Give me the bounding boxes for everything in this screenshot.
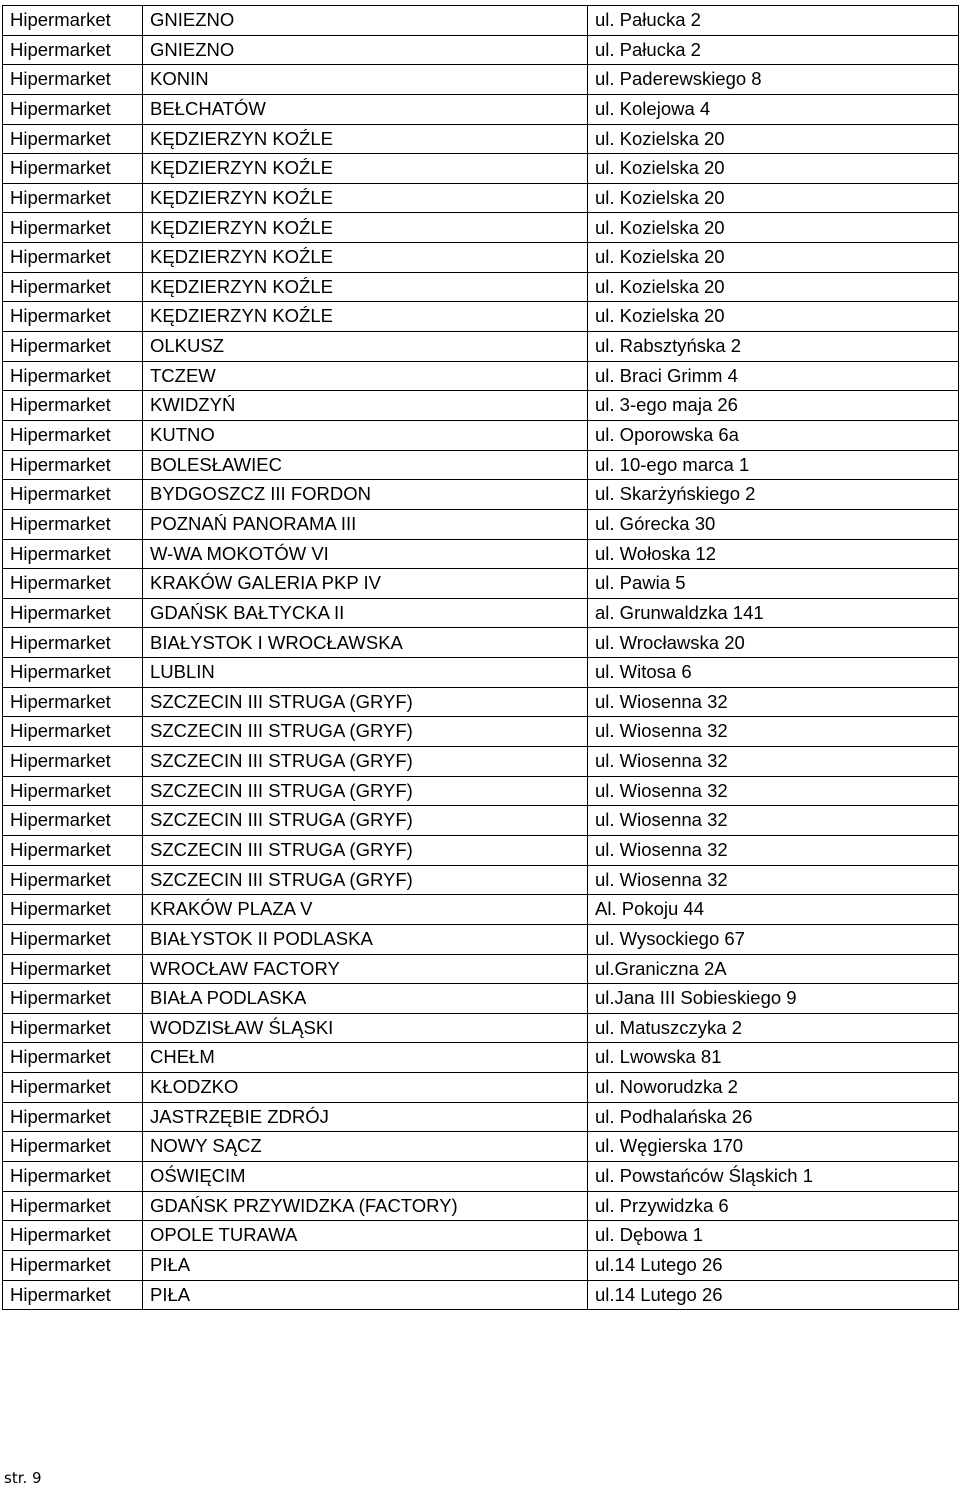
store-address-cell: ul. Podhalańska 26 (588, 1102, 959, 1132)
store-type-cell: Hipermarket (3, 1250, 143, 1280)
store-type-cell: Hipermarket (3, 35, 143, 65)
store-address-cell: ul. Wiosenna 32 (588, 717, 959, 747)
store-address-cell: ul. Kozielska 20 (588, 302, 959, 332)
table-row (3, 213, 959, 243)
store-type-cell: Hipermarket (3, 835, 143, 865)
store-type-cell: Hipermarket (3, 658, 143, 688)
table-row (3, 1221, 959, 1251)
store-type-cell: Hipermarket (3, 1132, 143, 1162)
store-address-cell: ul. Węgierska 170 (588, 1132, 959, 1162)
store-address-cell: ul.Graniczna 2A (588, 954, 959, 984)
store-type-cell: Hipermarket (3, 480, 143, 510)
store-address-cell: Al. Pokoju 44 (588, 895, 959, 925)
table-body (3, 6, 959, 1310)
store-location-cell: KĘDZIERZYN KOŹLE (143, 243, 588, 273)
store-location-cell: PIŁA (143, 1250, 588, 1280)
store-location-cell: SZCZECIN III STRUGA (GRYF) (143, 747, 588, 777)
store-address-cell: ul. Kozielska 20 (588, 272, 959, 302)
table-row (3, 450, 959, 480)
store-location-cell: W-WA MOKOTÓW VI (143, 539, 588, 569)
store-location-cell: KRAKÓW GALERIA PKP IV (143, 569, 588, 599)
table-row (3, 361, 959, 391)
store-table (2, 5, 959, 1310)
store-location-cell: KĘDZIERZYN KOŹLE (143, 272, 588, 302)
store-type-cell: Hipermarket (3, 391, 143, 421)
store-address-cell: ul. Kozielska 20 (588, 183, 959, 213)
store-location-cell: KĘDZIERZYN KOŹLE (143, 302, 588, 332)
store-type-cell: Hipermarket (3, 539, 143, 569)
store-location-cell: CHEŁM (143, 1043, 588, 1073)
table-row (3, 954, 959, 984)
store-type-cell: Hipermarket (3, 65, 143, 95)
store-type-cell: Hipermarket (3, 865, 143, 895)
table-row (3, 65, 959, 95)
store-location-cell: GDAŃSK PRZYWIDZKA (FACTORY) (143, 1191, 588, 1221)
store-type-cell: Hipermarket (3, 954, 143, 984)
table-row (3, 480, 959, 510)
table-row (3, 1161, 959, 1191)
store-address-cell: ul. Braci Grimm 4 (588, 361, 959, 391)
table-row (3, 124, 959, 154)
store-type-cell: Hipermarket (3, 598, 143, 628)
table-row (3, 1013, 959, 1043)
store-location-cell: BIAŁYSTOK II PODLASKA (143, 924, 588, 954)
store-location-cell: LUBLIN (143, 658, 588, 688)
table-row (3, 1132, 959, 1162)
table-row (3, 806, 959, 836)
store-address-cell: ul. Noworudzka 2 (588, 1073, 959, 1103)
store-type-cell: Hipermarket (3, 420, 143, 450)
table-row (3, 569, 959, 599)
store-location-cell: WROCŁAW FACTORY (143, 954, 588, 984)
table-row (3, 509, 959, 539)
store-location-cell: PIŁA (143, 1280, 588, 1310)
store-location-cell: SZCZECIN III STRUGA (GRYF) (143, 687, 588, 717)
table-row (3, 302, 959, 332)
table-row (3, 924, 959, 954)
store-type-cell: Hipermarket (3, 124, 143, 154)
store-location-cell: OŚWIĘCIM (143, 1161, 588, 1191)
store-address-cell: ul. Pawia 5 (588, 569, 959, 599)
table-row (3, 6, 959, 36)
store-location-cell: KŁODZKO (143, 1073, 588, 1103)
store-location-cell: OPOLE TURAWA (143, 1221, 588, 1251)
table-row (3, 420, 959, 450)
table-row (3, 94, 959, 124)
store-address-cell: ul. Lwowska 81 (588, 1043, 959, 1073)
page-number: str. 9 (4, 1469, 42, 1487)
store-address-cell: al. Grunwaldzka 141 (588, 598, 959, 628)
store-type-cell: Hipermarket (3, 154, 143, 184)
store-location-cell: KĘDZIERZYN KOŹLE (143, 183, 588, 213)
store-type-cell: Hipermarket (3, 213, 143, 243)
store-address-cell: ul. Witosa 6 (588, 658, 959, 688)
store-address-cell: ul. Pałucka 2 (588, 35, 959, 65)
table-row (3, 776, 959, 806)
store-type-cell: Hipermarket (3, 924, 143, 954)
store-address-cell: ul. Kozielska 20 (588, 213, 959, 243)
store-address-cell: ul.14 Lutego 26 (588, 1280, 959, 1310)
store-type-cell: Hipermarket (3, 1073, 143, 1103)
table-row (3, 1043, 959, 1073)
table-row (3, 598, 959, 628)
store-type-cell: Hipermarket (3, 628, 143, 658)
store-type-cell: Hipermarket (3, 302, 143, 332)
store-type-cell: Hipermarket (3, 1191, 143, 1221)
store-address-cell: ul. Górecka 30 (588, 509, 959, 539)
table-row (3, 628, 959, 658)
store-address-cell: ul. Wysockiego 67 (588, 924, 959, 954)
table-row (3, 1102, 959, 1132)
store-location-cell: WODZISŁAW ŚLĄSKI (143, 1013, 588, 1043)
store-location-cell: BIAŁA PODLASKA (143, 984, 588, 1014)
store-address-cell: ul. Kolejowa 4 (588, 94, 959, 124)
store-address-cell: ul. Wiosenna 32 (588, 835, 959, 865)
store-location-cell: NOWY SĄCZ (143, 1132, 588, 1162)
store-address-cell: ul. Matuszczyka 2 (588, 1013, 959, 1043)
table-row (3, 391, 959, 421)
store-type-cell: Hipermarket (3, 94, 143, 124)
store-location-cell: BIAŁYSTOK I WROCŁAWSKA (143, 628, 588, 658)
table-row (3, 1280, 959, 1310)
store-location-cell: JASTRZĘBIE ZDRÓJ (143, 1102, 588, 1132)
store-type-cell: Hipermarket (3, 272, 143, 302)
store-type-cell: Hipermarket (3, 450, 143, 480)
store-type-cell: Hipermarket (3, 1280, 143, 1310)
store-type-cell: Hipermarket (3, 183, 143, 213)
store-type-cell: Hipermarket (3, 361, 143, 391)
store-location-cell: SZCZECIN III STRUGA (GRYF) (143, 717, 588, 747)
store-address-cell: ul. Powstańców Śląskich 1 (588, 1161, 959, 1191)
store-location-cell: KWIDZYŃ (143, 391, 588, 421)
store-address-cell: ul. Wołoska 12 (588, 539, 959, 569)
table-row (3, 1073, 959, 1103)
store-location-cell: KUTNO (143, 420, 588, 450)
store-location-cell: KĘDZIERZYN KOŹLE (143, 213, 588, 243)
store-type-cell: Hipermarket (3, 509, 143, 539)
store-address-cell: ul. Rabsztyńska 2 (588, 332, 959, 362)
table-row (3, 717, 959, 747)
store-address-cell: ul. Wiosenna 32 (588, 865, 959, 895)
store-location-cell: KRAKÓW PLAZA V (143, 895, 588, 925)
store-address-cell: ul.14 Lutego 26 (588, 1250, 959, 1280)
table-row (3, 835, 959, 865)
store-location-cell: SZCZECIN III STRUGA (GRYF) (143, 806, 588, 836)
store-address-cell: ul. Kozielska 20 (588, 243, 959, 273)
store-location-cell: BOLESŁAWIEC (143, 450, 588, 480)
store-location-cell: SZCZECIN III STRUGA (GRYF) (143, 865, 588, 895)
store-type-cell: Hipermarket (3, 717, 143, 747)
store-type-cell: Hipermarket (3, 1161, 143, 1191)
store-address-cell: ul. Wiosenna 32 (588, 747, 959, 777)
store-address-cell: ul. Kozielska 20 (588, 124, 959, 154)
store-address-cell: ul. Skarżyńskiego 2 (588, 480, 959, 510)
store-address-cell: ul. Wiosenna 32 (588, 806, 959, 836)
store-type-cell: Hipermarket (3, 806, 143, 836)
store-address-cell: ul. Przywidzka 6 (588, 1191, 959, 1221)
table-row (3, 272, 959, 302)
table-row (3, 1250, 959, 1280)
store-address-cell: ul. Wiosenna 32 (588, 687, 959, 717)
store-type-cell: Hipermarket (3, 1043, 143, 1073)
table-row (3, 35, 959, 65)
store-location-cell: GNIEZNO (143, 35, 588, 65)
store-type-cell: Hipermarket (3, 569, 143, 599)
table-row (3, 243, 959, 273)
store-location-cell: POZNAŃ PANORAMA III (143, 509, 588, 539)
store-type-cell: Hipermarket (3, 984, 143, 1014)
store-type-cell: Hipermarket (3, 1102, 143, 1132)
store-address-cell: ul. Wiosenna 32 (588, 776, 959, 806)
store-location-cell: KONIN (143, 65, 588, 95)
store-address-cell: ul. 3-ego maja 26 (588, 391, 959, 421)
store-address-cell: ul. Dębowa 1 (588, 1221, 959, 1251)
store-location-cell: SZCZECIN III STRUGA (GRYF) (143, 835, 588, 865)
store-address-cell: ul. Paderewskiego 8 (588, 65, 959, 95)
store-address-cell: ul. Kozielska 20 (588, 154, 959, 184)
table-row (3, 747, 959, 777)
store-location-cell: SZCZECIN III STRUGA (GRYF) (143, 776, 588, 806)
store-location-cell: GNIEZNO (143, 6, 588, 36)
table-row (3, 687, 959, 717)
store-location-cell: OLKUSZ (143, 332, 588, 362)
store-location-cell: TCZEW (143, 361, 588, 391)
store-address-cell: ul.Jana III Sobieskiego 9 (588, 984, 959, 1014)
store-address-cell: ul. Pałucka 2 (588, 6, 959, 36)
store-type-cell: Hipermarket (3, 776, 143, 806)
store-address-cell: ul. Wrocławska 20 (588, 628, 959, 658)
store-address-cell: ul. 10-ego marca 1 (588, 450, 959, 480)
store-type-cell: Hipermarket (3, 895, 143, 925)
store-location-cell: BEŁCHATÓW (143, 94, 588, 124)
store-type-cell: Hipermarket (3, 687, 143, 717)
store-type-cell: Hipermarket (3, 243, 143, 273)
table-row (3, 1191, 959, 1221)
table-row (3, 539, 959, 569)
store-location-cell: BYDGOSZCZ III FORDON (143, 480, 588, 510)
store-location-cell: GDAŃSK BAŁTYCKA II (143, 598, 588, 628)
table-row (3, 984, 959, 1014)
store-type-cell: Hipermarket (3, 1013, 143, 1043)
table-row (3, 895, 959, 925)
table-row (3, 183, 959, 213)
store-type-cell: Hipermarket (3, 747, 143, 777)
store-location-cell: KĘDZIERZYN KOŹLE (143, 154, 588, 184)
store-address-cell: ul. Oporowska 6a (588, 420, 959, 450)
table-row (3, 154, 959, 184)
table-row (3, 865, 959, 895)
store-type-cell: Hipermarket (3, 1221, 143, 1251)
store-location-cell: KĘDZIERZYN KOŹLE (143, 124, 588, 154)
store-type-cell: Hipermarket (3, 332, 143, 362)
table-row (3, 332, 959, 362)
table-row (3, 658, 959, 688)
store-type-cell: Hipermarket (3, 6, 143, 36)
